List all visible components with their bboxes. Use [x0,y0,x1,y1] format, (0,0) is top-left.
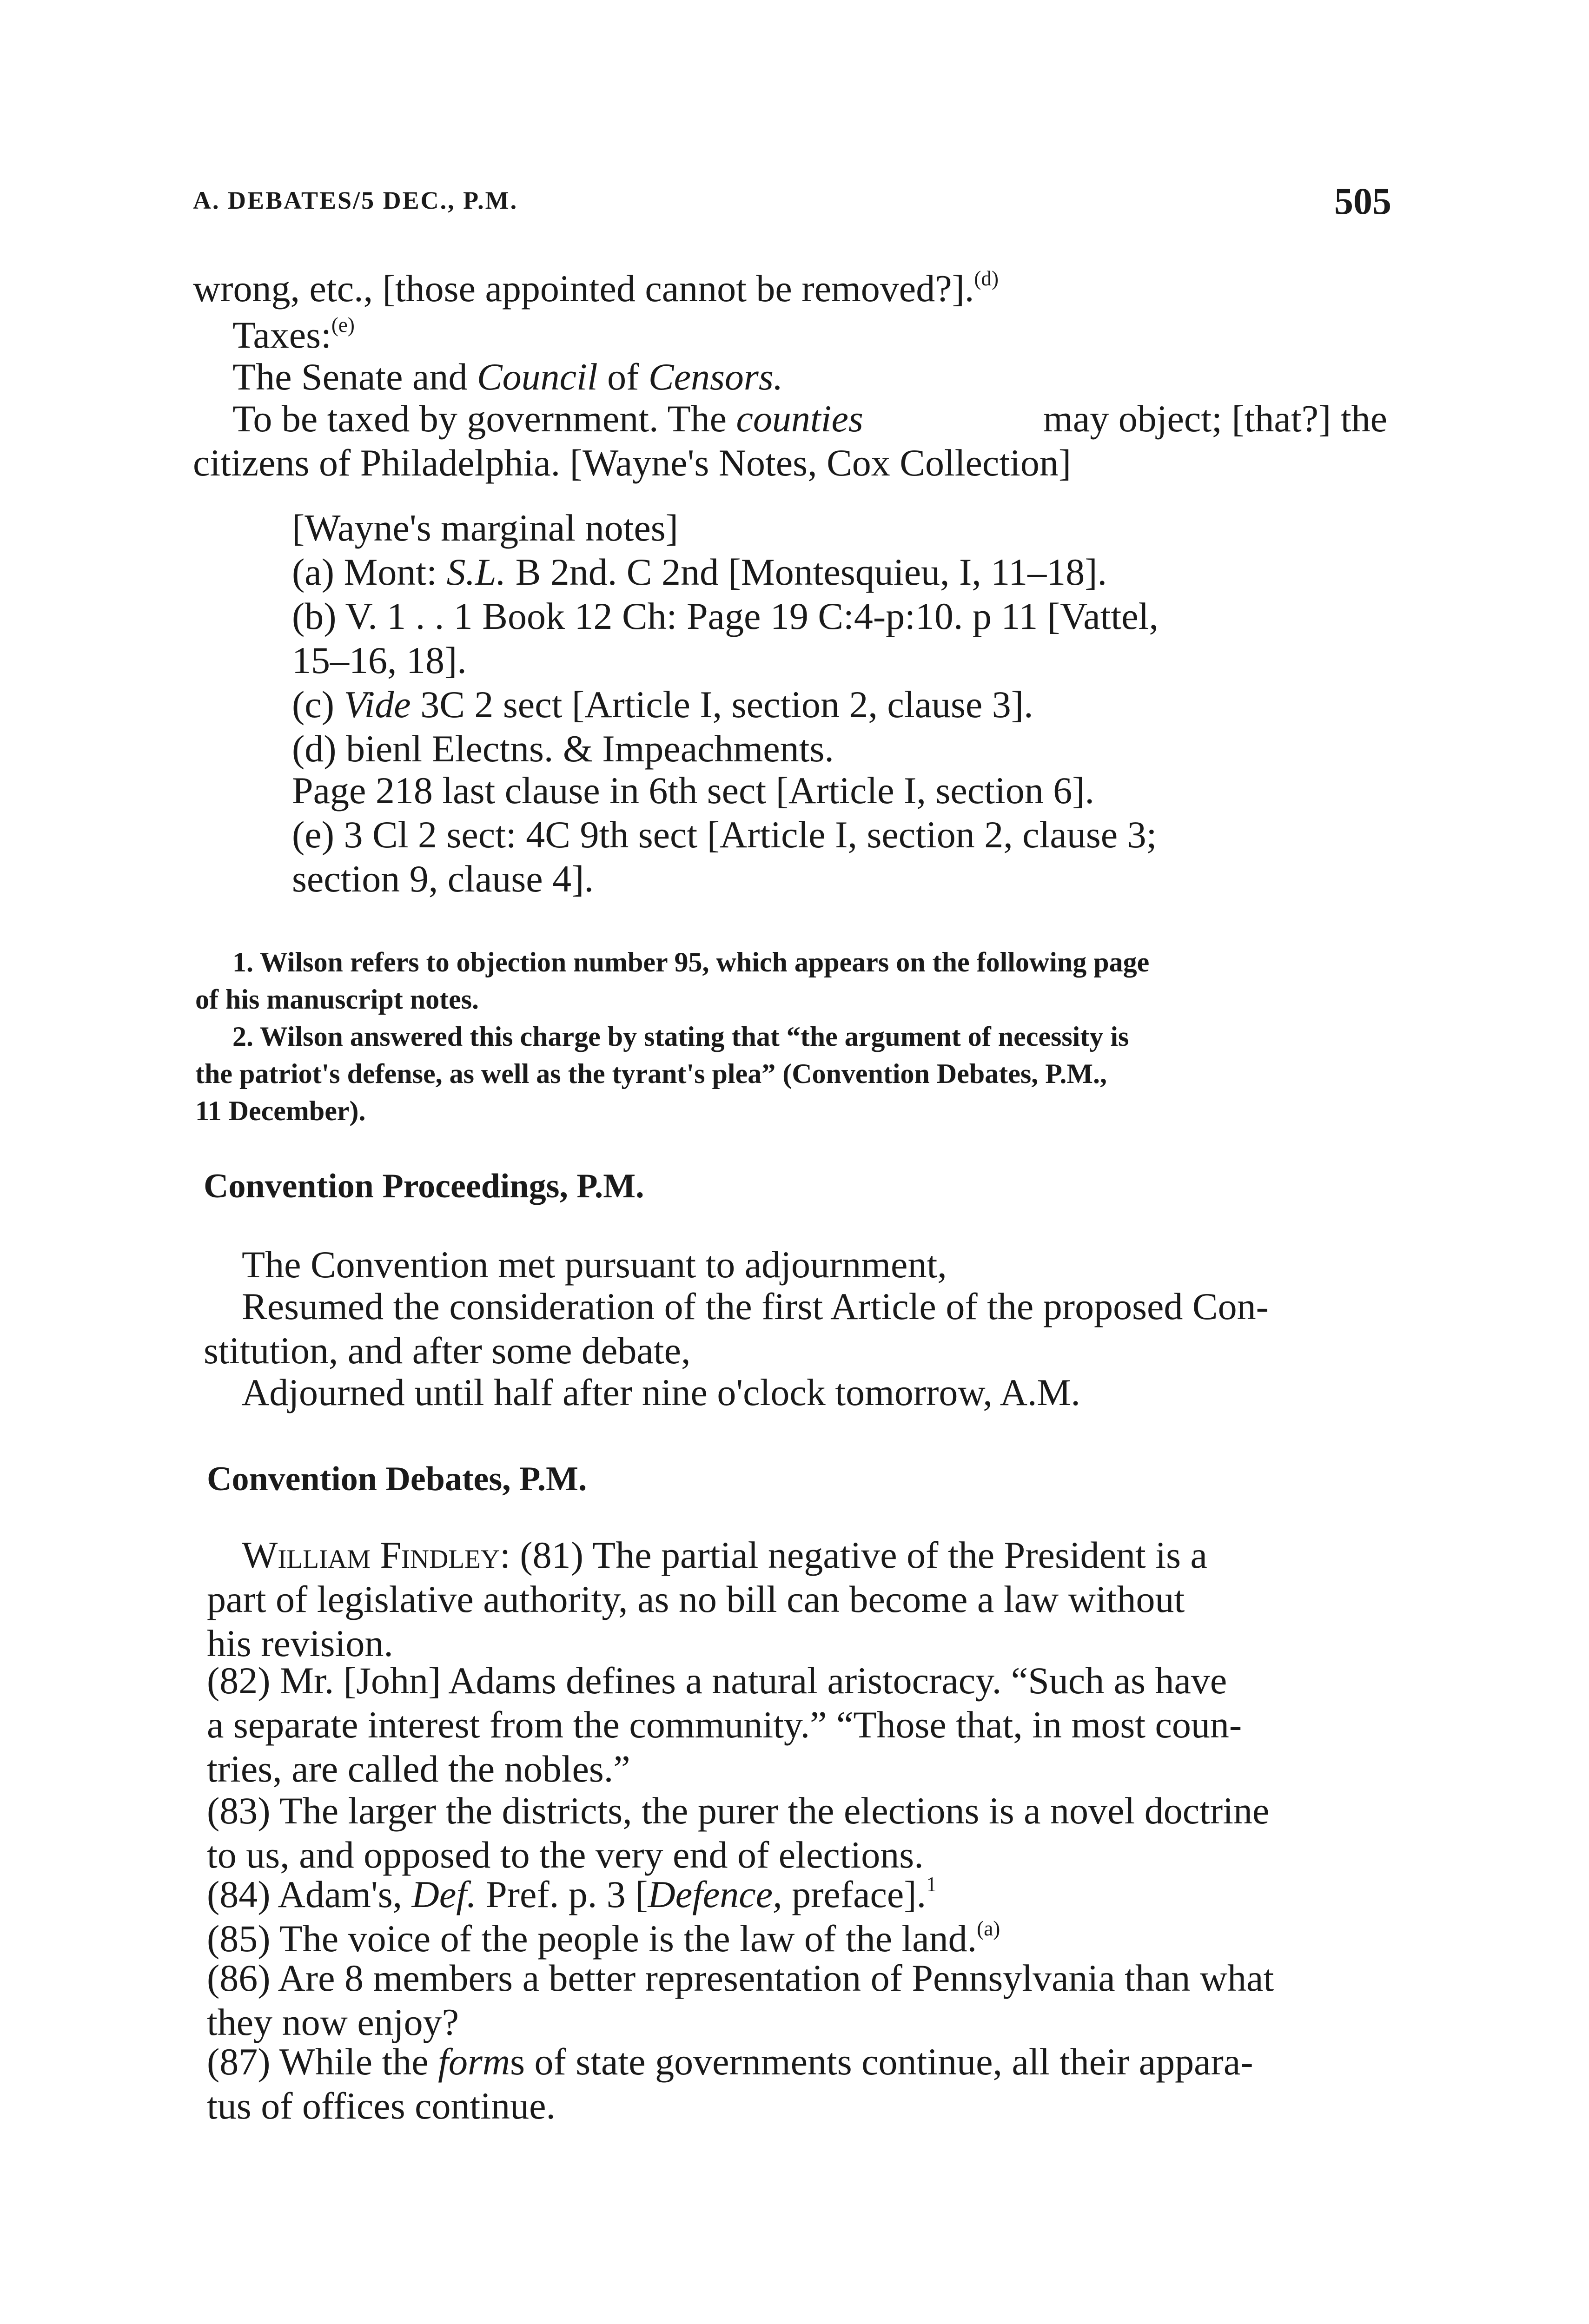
footnote-2-line-1: 2. Wilson answered this charge by stating that “the argument of necessity is [232,1021,1129,1052]
debates-81-line-1: William Findley: (81) The partial negative of the President is a [242,1534,1207,1576]
debates-83-line-1: (83) The larger the districts, the purer the elections is a novel doctrine [207,1789,1270,1832]
debates-82-line-1: (82) Mr. [John] Adams defines a natural aristocracy. “Such as have [207,1659,1227,1702]
debates-87-line-1: (87) While the forms of state governments continue, all their appara- [207,2040,1253,2083]
debates-85: (85) The voice of the people is the law of the land.$^{(a)}$ [207,1917,1000,1960]
footnote-2-line-3: 11 December). [195,1096,366,1126]
debates-84: (84) Adam's, Def. Pref. p. 3 [Defence, preface].$^1$ [207,1873,937,1915]
page-number: 505 [1334,180,1391,222]
wayne-notes-line-1: wrong, etc., [those appointed cannot be removed?].$^{(d)}$ [193,267,999,310]
marginal-note-e-line-2: section 9, clause 4]. [292,858,594,900]
marginal-note-d-line-2: Page 218 last clause in 6th sect [Article I, section 6]. [292,769,1095,812]
marginal-note-e-line-1: (e) 3 Cl 2 sect: 4C 9th sect [Article I, section 2, clause 3; [292,813,1157,856]
debates-86-line-2: they now enjoy? [207,2001,459,2043]
section-heading-debates: Convention Debates, P.M. [207,1460,587,1498]
footnote-1-line-1: 1. Wilson refers to objection number 95, which appears on the following page [232,947,1150,977]
section-heading-proceedings: Convention Proceedings, P.M. [204,1167,644,1205]
marginal-note-d-line-1: (d) bienl Electns. & Impeachments. [292,727,834,770]
speaker-name: William Findley [242,1534,500,1576]
wayne-notes-line-2: Taxes:$^{(e)}$ [232,313,355,356]
debates-82-line-2: a separate interest from the community.” “Those that, in most coun- [207,1703,1242,1746]
wayne-notes-line-4: To be taxed by government. The counties may object; [that?] the [232,397,1387,440]
wayne-notes-line-5: citizens of Philadelphia. [Wayne's Notes, Cox Collection] [193,442,1072,484]
debates-83-line-2: to us, and opposed to the very end of elections. [207,1834,924,1876]
wayne-notes-line-3: The Senate and Council of Censors. [232,356,783,398]
marginal-note-c: (c) Vide 3C 2 sect [Article I, section 2, clause 3]. [292,683,1033,726]
proceedings-line-2: Resumed the consideration of the first Article of the proposed Con- [242,1285,1269,1327]
debates-81-line-2: part of legislative authority, as no bill can become a law without [207,1578,1185,1620]
footnote-2-line-2: the patriot's defense, as well as the tyrant's plea” (Convention Debates, P.M., [195,1058,1107,1089]
debates-86-line-1: (86) Are 8 members a better representation of Pennsylvania than what [207,1957,1274,1999]
debates-87-line-2: tus of offices continue. [207,2085,556,2127]
marginal-note-b-line-2: 15–16, 18]. [292,639,467,681]
footnote-1-line-2: of his manuscript notes. [195,984,479,1015]
debates-81-line-3: his revision. [207,1622,393,1664]
marginal-note-b-line-1: (b) V. 1 . . 1 Book 12 Ch: Page 19 C:4-p:10. p 11 [Vattel, [292,595,1159,637]
proceedings-line-1: The Convention met pursuant to adjournment, [242,1243,947,1286]
running-header: A. DEBATES/5 DEC., P.M. [193,186,518,214]
debates-82-line-3: tries, are called the nobles.” [207,1748,630,1790]
marginal-note-a: (a) Mont: S.L. B 2nd. C 2nd [Montesquieu, I, 11–18]. [292,551,1107,593]
proceedings-line-3: stitution, and after some debate, [204,1329,691,1372]
marginal-notes-title: [Wayne's marginal notes] [292,507,678,549]
proceedings-line-4: Adjourned until half after nine o'clock tomorrow, A.M. [242,1371,1080,1413]
